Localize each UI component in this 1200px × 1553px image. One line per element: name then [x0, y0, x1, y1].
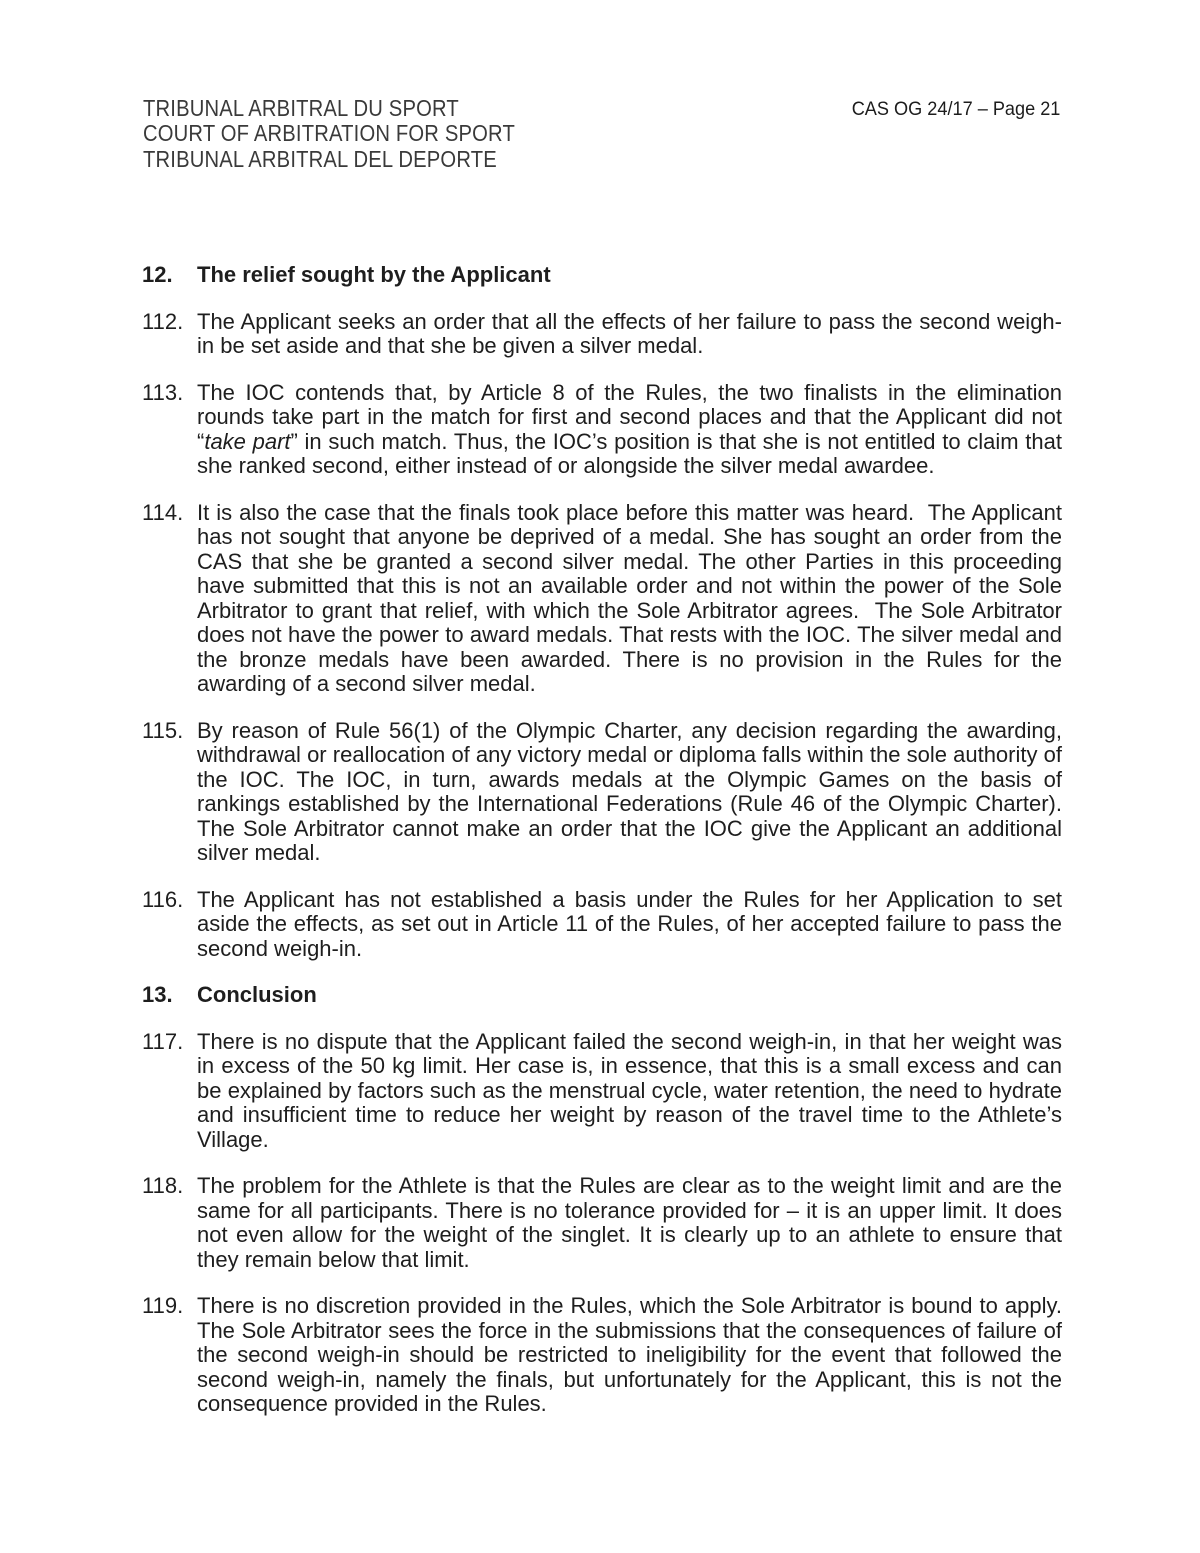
- text-segment: There is no discretion provided in the Rules, which the Sole Arbitrator is bound to apply. The Sole Arbitrator sees the force in the submissions that the consequences of failure of the second weigh-in should be restricted to ineligibility for the event that followed the second weigh-in, namely the finals, but unfortunately for the Applicant, this is not the consequence provided in the Rules.: [197, 1293, 1062, 1416]
- cas-letterhead: [143, 96, 515, 172]
- numbered-paragraph: [142, 1030, 1062, 1153]
- text-segment: By reason of Rule 56(1) of the Olympic Charter, any decision regarding the awarding, withdrawal or reallocation of any victory medal or diploma falls within the sole authority of the IOC. The IOC, in turn, awards medals at the Olympic Games on the basis of rankings established by the International Federations (Rule 46 of the Olympic Charter). The Sole Arbitrator cannot make an order that the IOC give the Applicant an additional silver medal.: [197, 717, 1062, 865]
- section-number: 12.: [142, 262, 173, 287]
- italic-text-segment: take part: [204, 428, 291, 454]
- text-segment: ” in such match. Thus, the IOC’s position is that she is not entitled to claim that she ranked second, either instead of or alongside the silver medal awardee.: [197, 428, 1062, 478]
- document-body: [142, 263, 1062, 1439]
- paragraph-number: 115.: [142, 717, 184, 743]
- section-heading: [142, 983, 1062, 1008]
- paragraph-text: [197, 1029, 1062, 1152]
- numbered-paragraph: [142, 501, 1062, 697]
- paragraph-text: [197, 718, 1062, 866]
- paragraph-number: 118.: [142, 1173, 184, 1198]
- text-segment: The IOC contends that, by Article 8 of the Rules, the two finalists in the elimination rounds take part in the match for first and second places and that the Applicant did not “: [197, 379, 1062, 454]
- numbered-paragraph: [142, 310, 1062, 359]
- numbered-paragraph: [142, 1174, 1062, 1272]
- paragraph-number: 116.: [142, 886, 184, 912]
- text-segment: There is no dispute that the Applicant failed the second weigh-in, in that her weight was in excess of the 50 kg limit. Her case is, in essence, that this is a small excess and can be explained by factors such as the menstrual cycle, water retention, the need to hydrate and insufficient time to reduce her weight by reason of the travel time to the Athlete’s Village.: [197, 1028, 1062, 1152]
- paragraph-text: [197, 500, 1062, 697]
- section-heading: [142, 263, 1062, 288]
- text-segment: It is also the case that the finals took place before this matter was heard. The Applicant has not sought that anyone be deprived of a medal. She has sought an order from the CAS that she be granted a second silver medal. The other Parties in this proceeding have submitted that this is not an available order and not within the power of the Sole Arbitrator to grant that relief, with which the Sole Arbitrator agrees. The Sole Arbitrator does not have the power to award medals. That rests with the IOC. The silver medal and the bronze medals have been awarded. There is no provision in the Rules for the awarding of a second silver medal.: [197, 499, 1062, 696]
- text-segment: Conclusion: [197, 982, 317, 1007]
- numbered-paragraph: [142, 381, 1062, 479]
- paragraph-number: 119.: [142, 1293, 184, 1318]
- paragraph-text: [197, 887, 1062, 961]
- paragraph-number: 112.: [142, 308, 184, 334]
- paragraph-number: 117.: [142, 1028, 184, 1054]
- paragraph-text: [197, 380, 1062, 479]
- paragraph-text: [197, 309, 1062, 359]
- text-segment: The Applicant seeks an order that all the effects of her failure to pass the second weigh-in be set aside and that she be given a silver medal.: [197, 308, 1062, 358]
- section-title: [197, 262, 551, 287]
- paragraph-number: 113.: [142, 379, 184, 405]
- case-page-reference: CAS OG 24/17 – Page 21: [851, 98, 1060, 120]
- paragraph-number: 114.: [142, 499, 184, 525]
- paragraph-text: [197, 1293, 1062, 1416]
- numbered-paragraph: [142, 1294, 1062, 1417]
- letterhead-line-english: COURT OF ARBITRATION FOR SPORT: [143, 120, 515, 147]
- section-number: 13.: [142, 982, 173, 1007]
- numbered-paragraph: [142, 888, 1062, 962]
- section-title: [197, 982, 317, 1007]
- letterhead-line-spanish: TRIBUNAL ARBITRAL DEL DEPORTE: [143, 145, 497, 172]
- text-segment: The Applicant has not established a basis under the Rules for her Application to set aside the effects, as set out in Article 11 of the Rules, of her accepted failure to pass the second weigh-in.: [197, 886, 1062, 961]
- letterhead-line-french: TRIBUNAL ARBITRAL DU SPORT: [143, 95, 459, 121]
- paragraph-text: [197, 1173, 1062, 1272]
- text-segment: The problem for the Athlete is that the Rules are clear as to the weight limit and are the same for all participants. There is no tolerance provided for – it is an upper limit. It does not even allow for the weight of the singlet. It is clearly up to an athlete to ensure that they remain below that limit.: [197, 1173, 1062, 1272]
- numbered-paragraph: [142, 719, 1062, 866]
- text-segment: The relief sought by the Applicant: [197, 262, 551, 287]
